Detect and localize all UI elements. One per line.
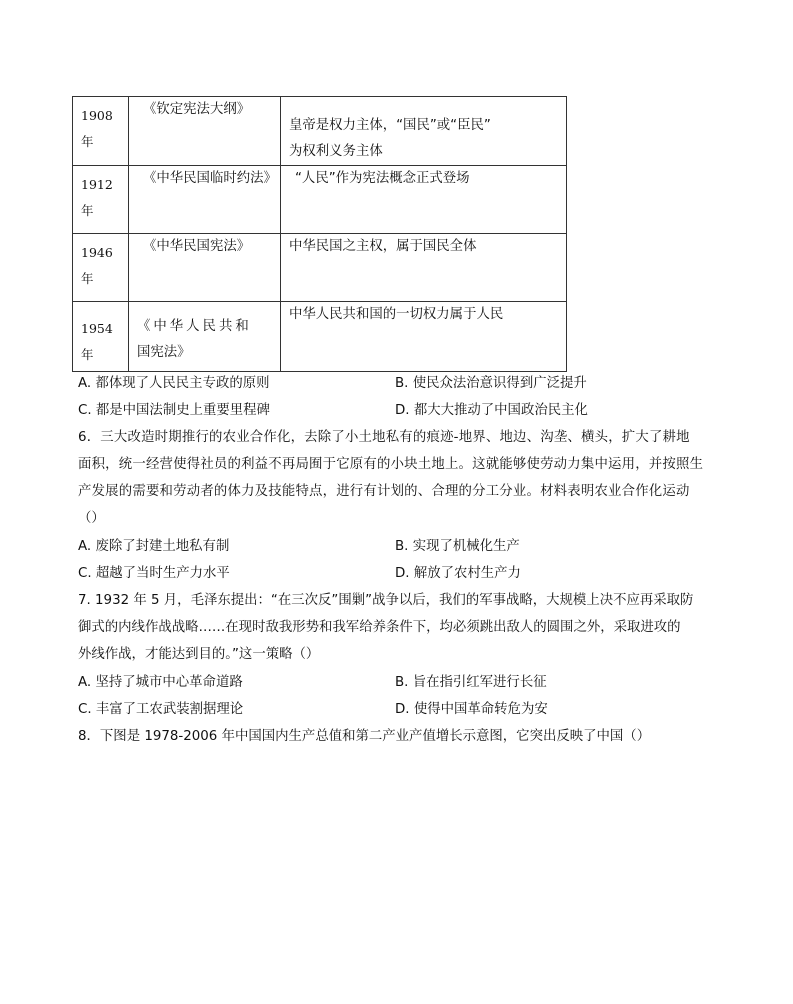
meaning-text: 中华民国之主权，属于国民全体 xyxy=(289,239,477,254)
year-value: 1912 xyxy=(81,177,113,192)
document-name: 《中华民国宪法》 xyxy=(143,239,251,254)
q5-option-c[interactable]: C. 都是中国法制史上重要里程碑 xyxy=(78,403,270,418)
meaning-cell xyxy=(281,166,567,234)
q7-option-c[interactable]: C. 丰富了工农武装割据理论 xyxy=(78,702,244,717)
year-unit: 年 xyxy=(81,271,94,286)
q6-stem-line2: 面积，统一经营使得社员的利益不再局囿于它原有的小块土地上。这就能够使劳动力集中运用，并按照生 xyxy=(78,457,704,472)
q5-option-b[interactable]: B. 使民众法治意识得到广泛提升 xyxy=(395,376,587,391)
q8-stem-line1: 8．下图是 1978-2006 年中国国内生产总值和第二产业产值增长示意图，它突出反映了中国（） xyxy=(78,729,651,744)
constitution-table xyxy=(72,96,567,372)
year-cell xyxy=(73,302,129,372)
meaning-text: 皇帝是权力主体，“国民”或“臣民” xyxy=(289,118,491,133)
q6-option-c[interactable]: C. 超越了当时生产力水平 xyxy=(78,566,230,581)
q7-option-d[interactable]: D. 使得中国革命转危为安 xyxy=(395,702,548,717)
q7-stem-line1: 7. 1932 年 5 月，毛泽东提出：“在三次反”围剿”战争以后，我们的军事战略，大规模上决不应再采取防 xyxy=(78,593,694,608)
document-name: 《中华民国临时约法》 xyxy=(143,171,277,186)
document-name: 《中华人民共和 xyxy=(137,319,252,334)
table-row xyxy=(73,302,567,372)
table-row xyxy=(73,234,567,302)
year-value: 1946 xyxy=(81,245,113,260)
meaning-cell xyxy=(281,234,567,302)
meaning-text-line2: 为权利义务主体 xyxy=(289,144,383,159)
meaning-text: 中华人民共和国的一切权力属于人民 xyxy=(289,307,504,322)
year-cell xyxy=(73,234,129,302)
year-unit: 年 xyxy=(81,134,94,149)
q6-stem-line1: 6．三大改造时期推行的农业合作化，去除了小土地私有的痕迹-地界、地边、沟垄、横头，扩大了耕地 xyxy=(78,430,690,445)
q6-stem-line4: （） xyxy=(78,511,105,526)
document-cell xyxy=(129,97,281,166)
table-row xyxy=(73,97,567,166)
q5-option-a[interactable]: A. 都体现了人民民主专政的原则 xyxy=(78,376,270,391)
meaning-cell xyxy=(281,97,567,166)
year-value: 1908 xyxy=(81,108,113,123)
document-name: 《钦定宪法大纲》 xyxy=(143,102,251,117)
document-name-line2: 国宪法》 xyxy=(137,345,191,360)
meaning-cell xyxy=(281,302,567,372)
document-cell xyxy=(129,234,281,302)
year-cell xyxy=(73,166,129,234)
year-unit: 年 xyxy=(81,347,94,362)
q6-option-b[interactable]: B. 实现了机械化生产 xyxy=(395,539,520,554)
q6-option-a[interactable]: A. 废除了封建土地私有制 xyxy=(78,539,230,554)
meaning-text: “人民”作为宪法概念正式登场 xyxy=(295,171,470,186)
q7-stem-line2: 御式的内线作战战略……在现时敌我形势和我军给养条件下，均必须跳出敌人的圆围之外，采取进攻的 xyxy=(78,620,681,635)
document-cell xyxy=(129,302,281,372)
q6-stem-line3: 产发展的需要和劳动者的体力及技能特点，进行有计划的、合理的分工分业。材料表明农业合作化运动 xyxy=(78,484,690,499)
q7-option-a[interactable]: A. 坚持了城市中心革命道路 xyxy=(78,675,243,690)
q5-option-d[interactable]: D. 都大大推动了中国政治民主化 xyxy=(395,403,588,418)
q7-stem-line3: 外线作战，才能达到目的。”这一策略（） xyxy=(78,647,320,662)
q7-option-b[interactable]: B. 旨在指引红军进行长征 xyxy=(395,675,547,690)
year-cell xyxy=(73,97,129,166)
document-cell xyxy=(129,166,281,234)
year-value: 1954 xyxy=(81,321,113,336)
year-unit: 年 xyxy=(81,203,94,218)
table-row xyxy=(73,166,567,234)
q6-option-d[interactable]: D. 解放了农村生产力 xyxy=(395,566,521,581)
